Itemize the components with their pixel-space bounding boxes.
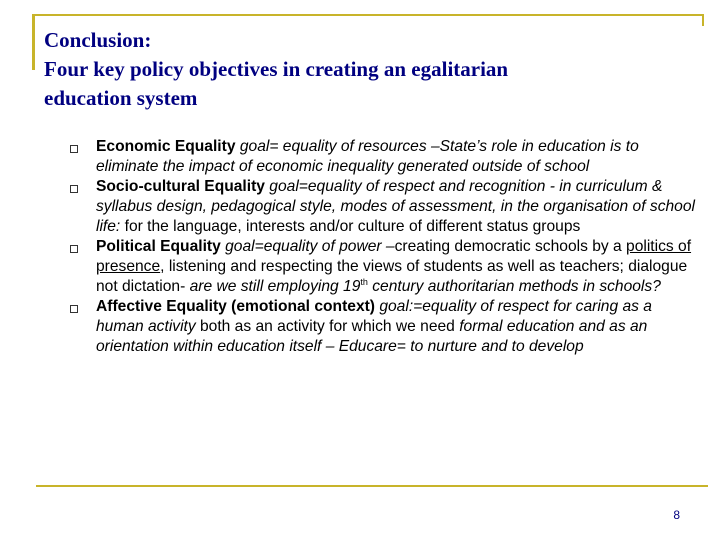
bullet-affective (96, 297, 696, 357)
bullet-text: goal=equality of respect and recognition - in curriculum & syllabus design, pedagogical style, modes of assessment, in the organisation of school life: (96, 178, 695, 235)
title-line-2: Four key policy objectives in creating an egalitarian (44, 57, 509, 81)
bullet-text: are we still employing 19 (189, 278, 361, 295)
bullet-socio-cultural (96, 177, 696, 237)
page-number: 8 (673, 508, 680, 522)
bullet-political (96, 237, 696, 297)
title-line-1: Conclusion: (44, 28, 152, 52)
superscript: th (360, 276, 368, 287)
bottom-rule (36, 485, 708, 487)
checkbox-bullet-icon (70, 245, 78, 253)
bullet-text: formal education and as an orientation within education itself – Educare= to nurture and to develop (96, 318, 648, 355)
bullet-heading: Political Equality (96, 238, 221, 255)
bullet-text: goal:=equality of respect for caring as a human activity (96, 298, 652, 335)
bullet-text: century authoritarian methods in schools? (367, 278, 661, 295)
bullet-heading: Affective Equality (emotional context) (96, 298, 375, 315)
left-rule (32, 14, 35, 70)
bullet-text: goal=equality of power – (220, 238, 395, 255)
right-tick (702, 14, 704, 26)
bullet-economic (96, 137, 696, 177)
bullet-list (96, 137, 696, 357)
bullet-text: , listening and respecting the views of students as well as teachers; dialogue not dictation- (96, 258, 688, 295)
checkbox-bullet-icon (70, 185, 78, 193)
slide-title (44, 26, 684, 113)
title-line-3: education system (44, 86, 198, 110)
bullet-heading: Socio-cultural Equality (96, 178, 265, 195)
top-rule (32, 14, 704, 16)
bullet-heading: Economic Equality (96, 138, 236, 155)
checkbox-bullet-icon (70, 305, 78, 313)
bullet-text: goal= equality of resources –State’s role in education is to eliminate the impact of economic inequality generated outside of school (96, 138, 639, 175)
checkbox-bullet-icon (70, 145, 78, 153)
bullet-underlined-text: politics of presence (96, 238, 692, 275)
bullet-text: both as an activity for which we need (195, 318, 460, 335)
bullet-text: creating democratic schools by a (394, 238, 627, 255)
bullet-text: for the language, interests and/or culture of different status groups (120, 218, 581, 235)
